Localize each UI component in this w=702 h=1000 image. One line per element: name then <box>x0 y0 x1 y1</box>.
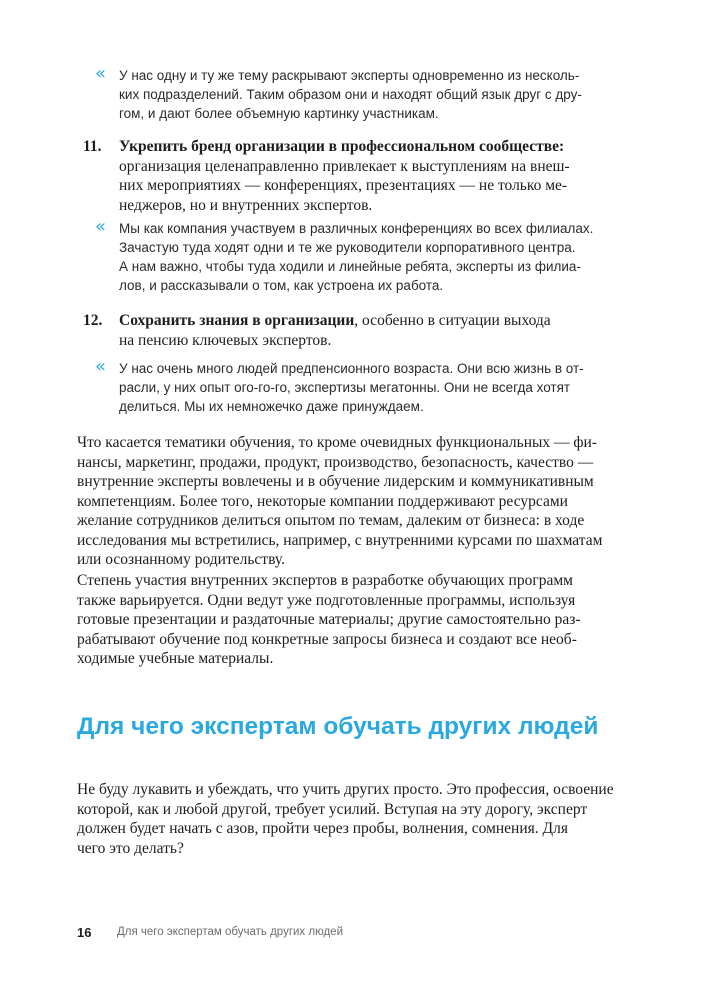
page-number: 16 <box>77 925 92 940</box>
quote-line: У нас одну и ту же тему раскрывают эксперты одновременно из несколь- <box>119 68 580 83</box>
quote-line: расли, у них опыт ого-го-го, экспертизы мегатонны. Они не всегда хотят <box>119 380 571 395</box>
item-line: на пенсию ключевых экспертов. <box>119 331 332 349</box>
paragraph-line: чего это делать? <box>77 839 184 857</box>
quote-line: У нас очень много людей предпенсионного возраста. Они всю жизнь в от- <box>119 361 584 376</box>
body-paragraph <box>77 571 637 669</box>
paragraph-line: нансы, маркетинг, продажи, продукт, производство, безопасность, качество — <box>77 453 594 471</box>
quote-line: лов, и рассказывали о том, как устроена их работа. <box>119 278 444 293</box>
paragraph-line: которой, как и любой другой, требует усилий. Вступая на эту дорогу, эксперт <box>77 800 588 818</box>
numbered-item <box>83 311 643 350</box>
paragraph-line: ходимые учебные материалы. <box>77 650 274 667</box>
item-line: организация целенаправленно привлекает к выступлениям на внеш- <box>119 157 570 175</box>
quote-block <box>95 356 629 416</box>
paragraph-line: Степень участия внутренних экспертов в разработке обучающих программ <box>77 572 573 589</box>
quote-line: делиться. Мы их немножечко даже принуждаем. <box>119 399 424 414</box>
paragraph-line: готовые презентации и раздаточные материалы; другие самостоятельно раз- <box>77 611 581 628</box>
item-bold-text: Укрепить бренд организации в профессиональном сообществе: <box>119 138 565 155</box>
quote-line: Мы как компания участвуем в различных конференциях во всех филиалах. <box>119 221 594 236</box>
item-line: них мероприятиях — конференциях, презентациях — не только ме- <box>119 177 568 194</box>
item-bold-tail: , особенно в ситуации выхода <box>354 312 551 329</box>
section-heading: Для чего экспертам обучать других людей <box>77 713 599 740</box>
paragraph-line: рабатывают обучение под конкретные запросы бизнеса и создают все необ- <box>77 630 577 648</box>
quote-line: Зачастую туда ходят одни и те же руководители корпоративного центра. <box>119 240 576 255</box>
body-paragraph <box>77 780 637 858</box>
quote-block <box>95 63 629 123</box>
quote-line: А нам важно, чтобы туда ходили и линейные ребята, эксперты из филиа- <box>119 259 581 274</box>
body-paragraph <box>77 433 637 570</box>
item-number: 11. <box>83 138 102 155</box>
quote-line: ких подразделений. Таким образом они и находят общий язык друг с дру- <box>119 87 582 102</box>
item-line: неджеров, но и внутренних экспертов. <box>119 196 373 214</box>
quote-mark-icon: « <box>95 216 107 237</box>
quote-block <box>95 216 629 295</box>
quote-line: гом, и дают более объемную картинку участникам. <box>119 106 439 121</box>
item-number: 12. <box>83 312 103 329</box>
paragraph-line: желание сотрудников делиться опытом по темам, далеким от бизнеса: в ходе <box>77 512 585 529</box>
paragraph-line: Что касается тематики обучения, то кроме очевидных функциональных — фи- <box>77 434 597 451</box>
paragraph-line: или осознанному родительству. <box>77 551 285 568</box>
quote-mark-icon: « <box>95 356 107 377</box>
paragraph-line: Не буду лукавить и убеждать, что учить других просто. Это профессия, освоение <box>77 781 614 798</box>
paragraph-line: также варьируется. Одни ведут уже подготовленные программы, используя <box>77 591 576 609</box>
item-bold-text: Сохранить знания в организации <box>119 312 355 329</box>
quote-mark-icon: « <box>95 63 107 84</box>
paragraph-line: компетенциям. Более того, некоторые компании поддерживают ресурсами <box>77 492 568 510</box>
numbered-item <box>83 137 643 215</box>
running-title: Для чего экспертам обучать других людей <box>117 926 343 938</box>
paragraph-line: исследования мы встретились, например, с внутренними курсами по шахматам <box>77 531 603 549</box>
paragraph-line: внутренние эксперты вовлечены и в обучение лидерским и коммуникативным <box>77 473 594 490</box>
paragraph-line: должен будет начать с азов, пройти через пробы, волнения, сомнения. Для <box>77 820 568 837</box>
